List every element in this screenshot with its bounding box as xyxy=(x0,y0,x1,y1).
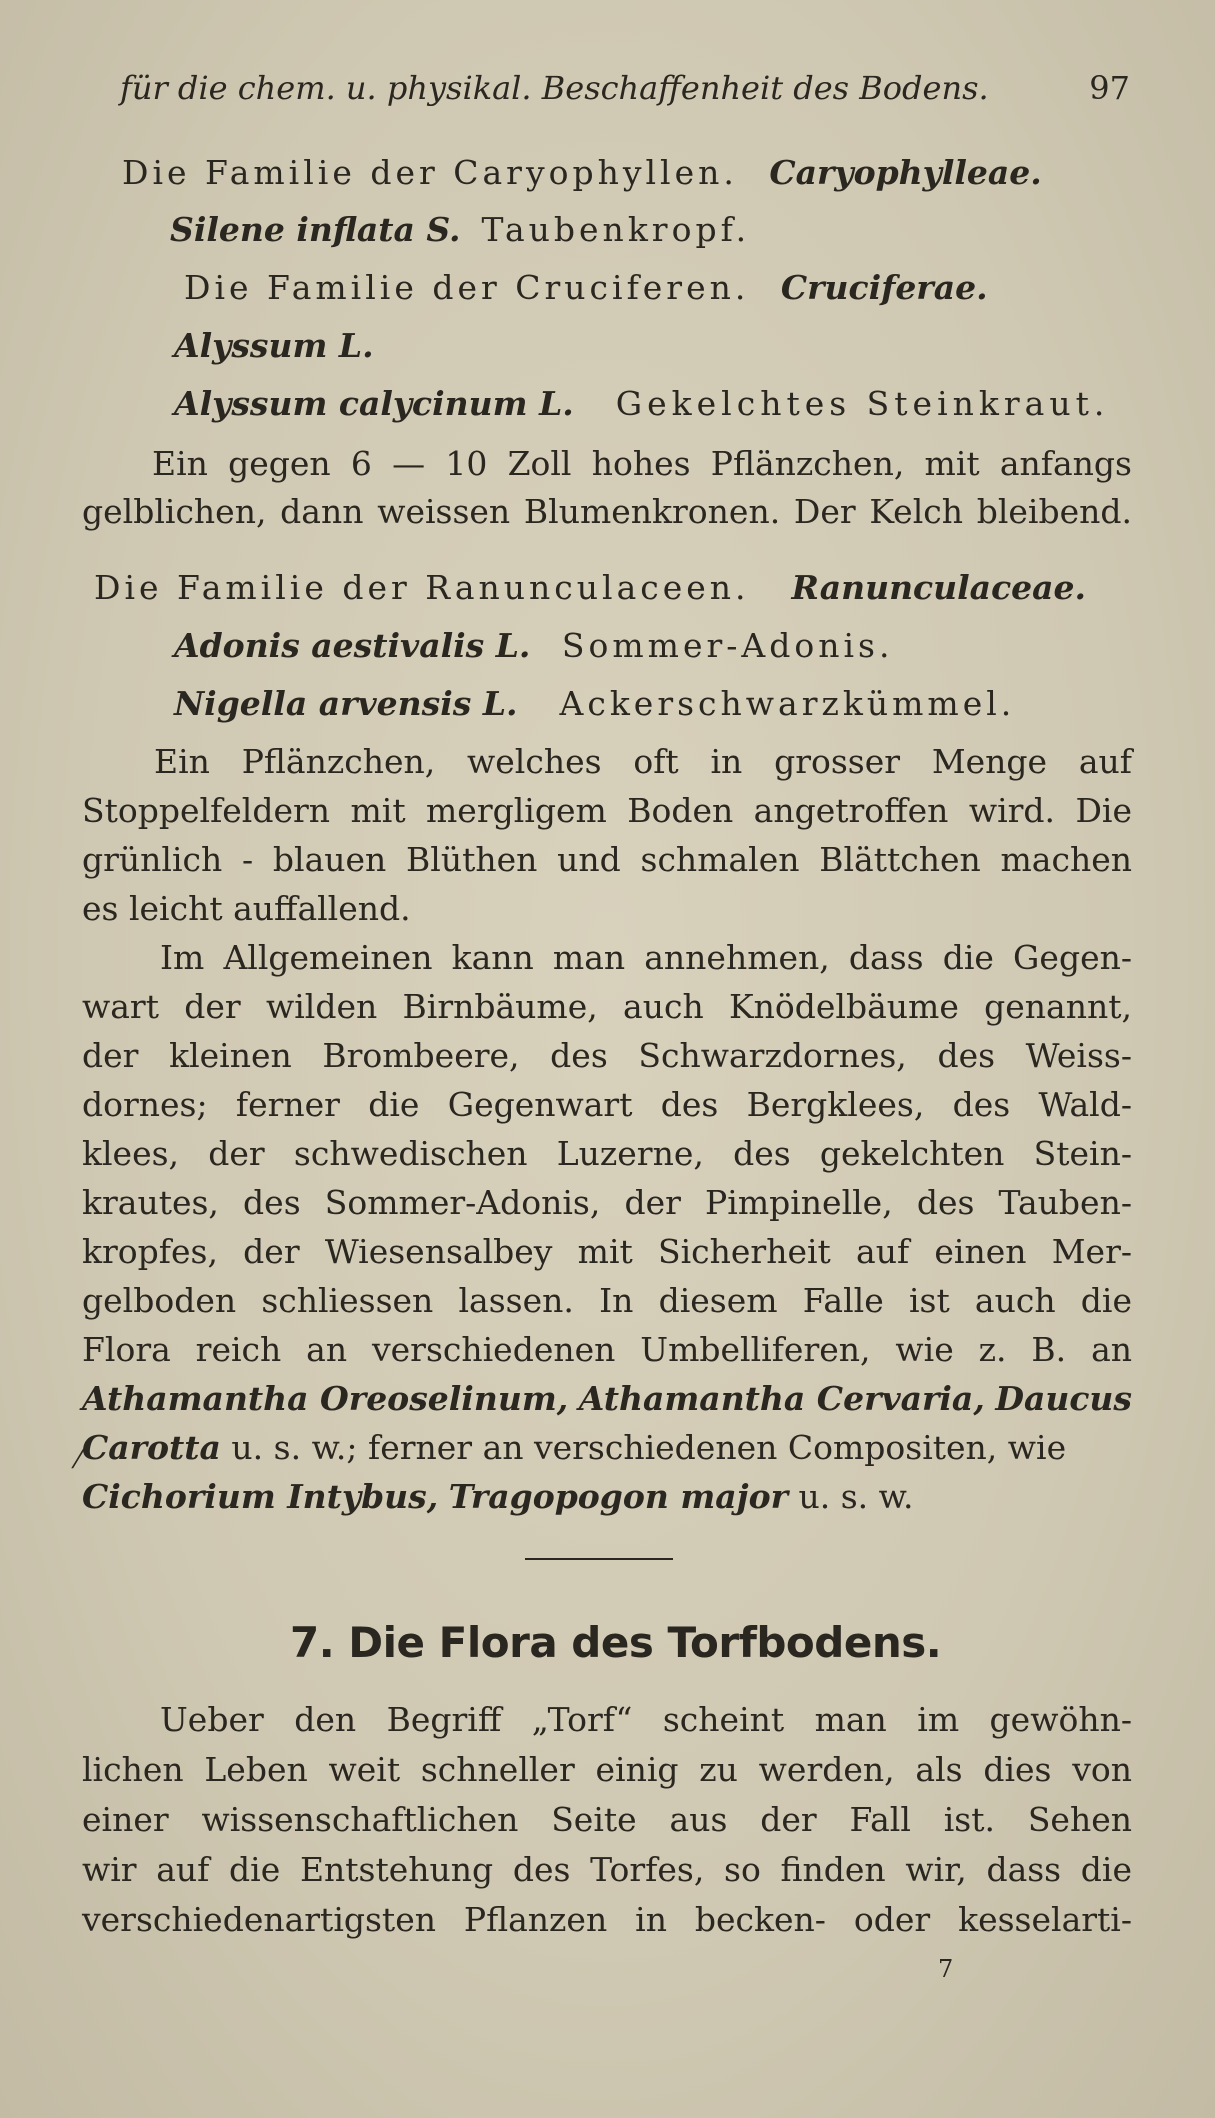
paragraph-line: kropfes, der Wiesensalbey mit Sicherheit auf einen Mer- xyxy=(82,1232,1132,1271)
species-entry: Nigella arvensis L. Ackerschwarzkümmel. xyxy=(174,684,1016,723)
section-heading: 7. Die Flora des Torfbodens. xyxy=(290,1618,942,1667)
paragraph-line: klees, der schwedischen Luzerne, des gekelchten Stein- xyxy=(82,1134,1132,1173)
paragraph-line: Athamantha Oreoselinum, Athamantha Cervaria, Daucus xyxy=(82,1379,1132,1418)
species-entry: Alyssum calycinum L. Gekelchtes Steinkraut. xyxy=(174,384,1110,423)
page-number: 97 xyxy=(1089,69,1130,107)
paragraph-line: der kleinen Brombeere, des Schwarzdornes, des Weiss- xyxy=(82,1036,1132,1075)
paragraph-line: gelboden schliessen lassen. In diesem Falle ist auch die xyxy=(82,1281,1132,1320)
paragraph-line: gelblichen, dann weissen Blumenkronen. Der Kelch bleibend. xyxy=(82,492,1132,531)
species-entry: Adonis aestivalis L. Sommer-Adonis. xyxy=(174,626,894,665)
running-header xyxy=(120,68,1130,108)
paragraph-line: Flora reich an verschiedenen Umbelliferen, wie z. B. an xyxy=(82,1330,1132,1369)
paragraph-line: lichen Leben weit schneller einig zu werden, als dies von xyxy=(82,1750,1132,1789)
paragraph-line: Ueber den Begriff „Torf“ scheint man im gewöhn- xyxy=(160,1700,1132,1739)
running-title: für die chem. u. physikal. Beschaffenheit des Bodens. xyxy=(120,69,989,107)
margin-mark: ⁄ xyxy=(76,1445,81,1475)
signature-mark: 7 xyxy=(938,1955,954,1983)
paragraph-line: es leicht auffallend. xyxy=(82,889,411,928)
paragraph-line: grünlich - blauen Blüthen und schmalen Blättchen machen xyxy=(82,840,1132,879)
paragraph-line: wir auf die Entstehung des Torfes, so finden wir, dass die xyxy=(82,1850,1132,1889)
section-divider xyxy=(525,1558,673,1560)
paragraph-line: Stoppelfeldern mit mergligem Boden angetroffen wird. Die xyxy=(82,791,1132,830)
paragraph-line: Cichorium Intybus, Tragopogon major u. s. w. xyxy=(82,1477,914,1516)
paragraph-line: Carotta u. s. w.; ferner an verschiedenen Compositen, wie xyxy=(82,1428,1067,1467)
paragraph-line: verschiedenartigsten Pflanzen in becken- oder kesselarti- xyxy=(82,1900,1132,1939)
paragraph-line: wart der wilden Birnbäume, auch Knödelbäume genannt, xyxy=(82,987,1132,1026)
family-heading-caryophyllen: Die Familie der Caryophyllen. Caryophylleae. xyxy=(122,153,1042,192)
paragraph-line: dornes; ferner die Gegenwart des Bergklees, des Wald- xyxy=(82,1085,1132,1124)
paragraph-line: einer wissenschaftlichen Seite aus der Fall ist. Sehen xyxy=(82,1800,1132,1839)
paragraph-line: Ein gegen 6 — 10 Zoll hohes Pflänzchen, mit anfangs xyxy=(152,444,1132,483)
paragraph-line: Ein Pflänzchen, welches oft in grosser Menge auf xyxy=(154,742,1132,781)
genus-entry: Alyssum L. xyxy=(174,326,374,365)
paragraph-line: krautes, des Sommer-Adonis, der Pimpinelle, des Tauben- xyxy=(82,1183,1132,1222)
paragraph-line: Im Allgemeinen kann man annehmen, dass die Gegen- xyxy=(160,938,1132,977)
family-heading-ranunculaceen: Die Familie der Ranunculaceen. Ranunculaceae. xyxy=(94,568,1087,607)
species-entry: Silene inflata S. Taubenkropf. xyxy=(170,210,751,249)
family-heading-cruciferen: Die Familie der Cruciferen. Cruciferae. xyxy=(184,268,988,307)
